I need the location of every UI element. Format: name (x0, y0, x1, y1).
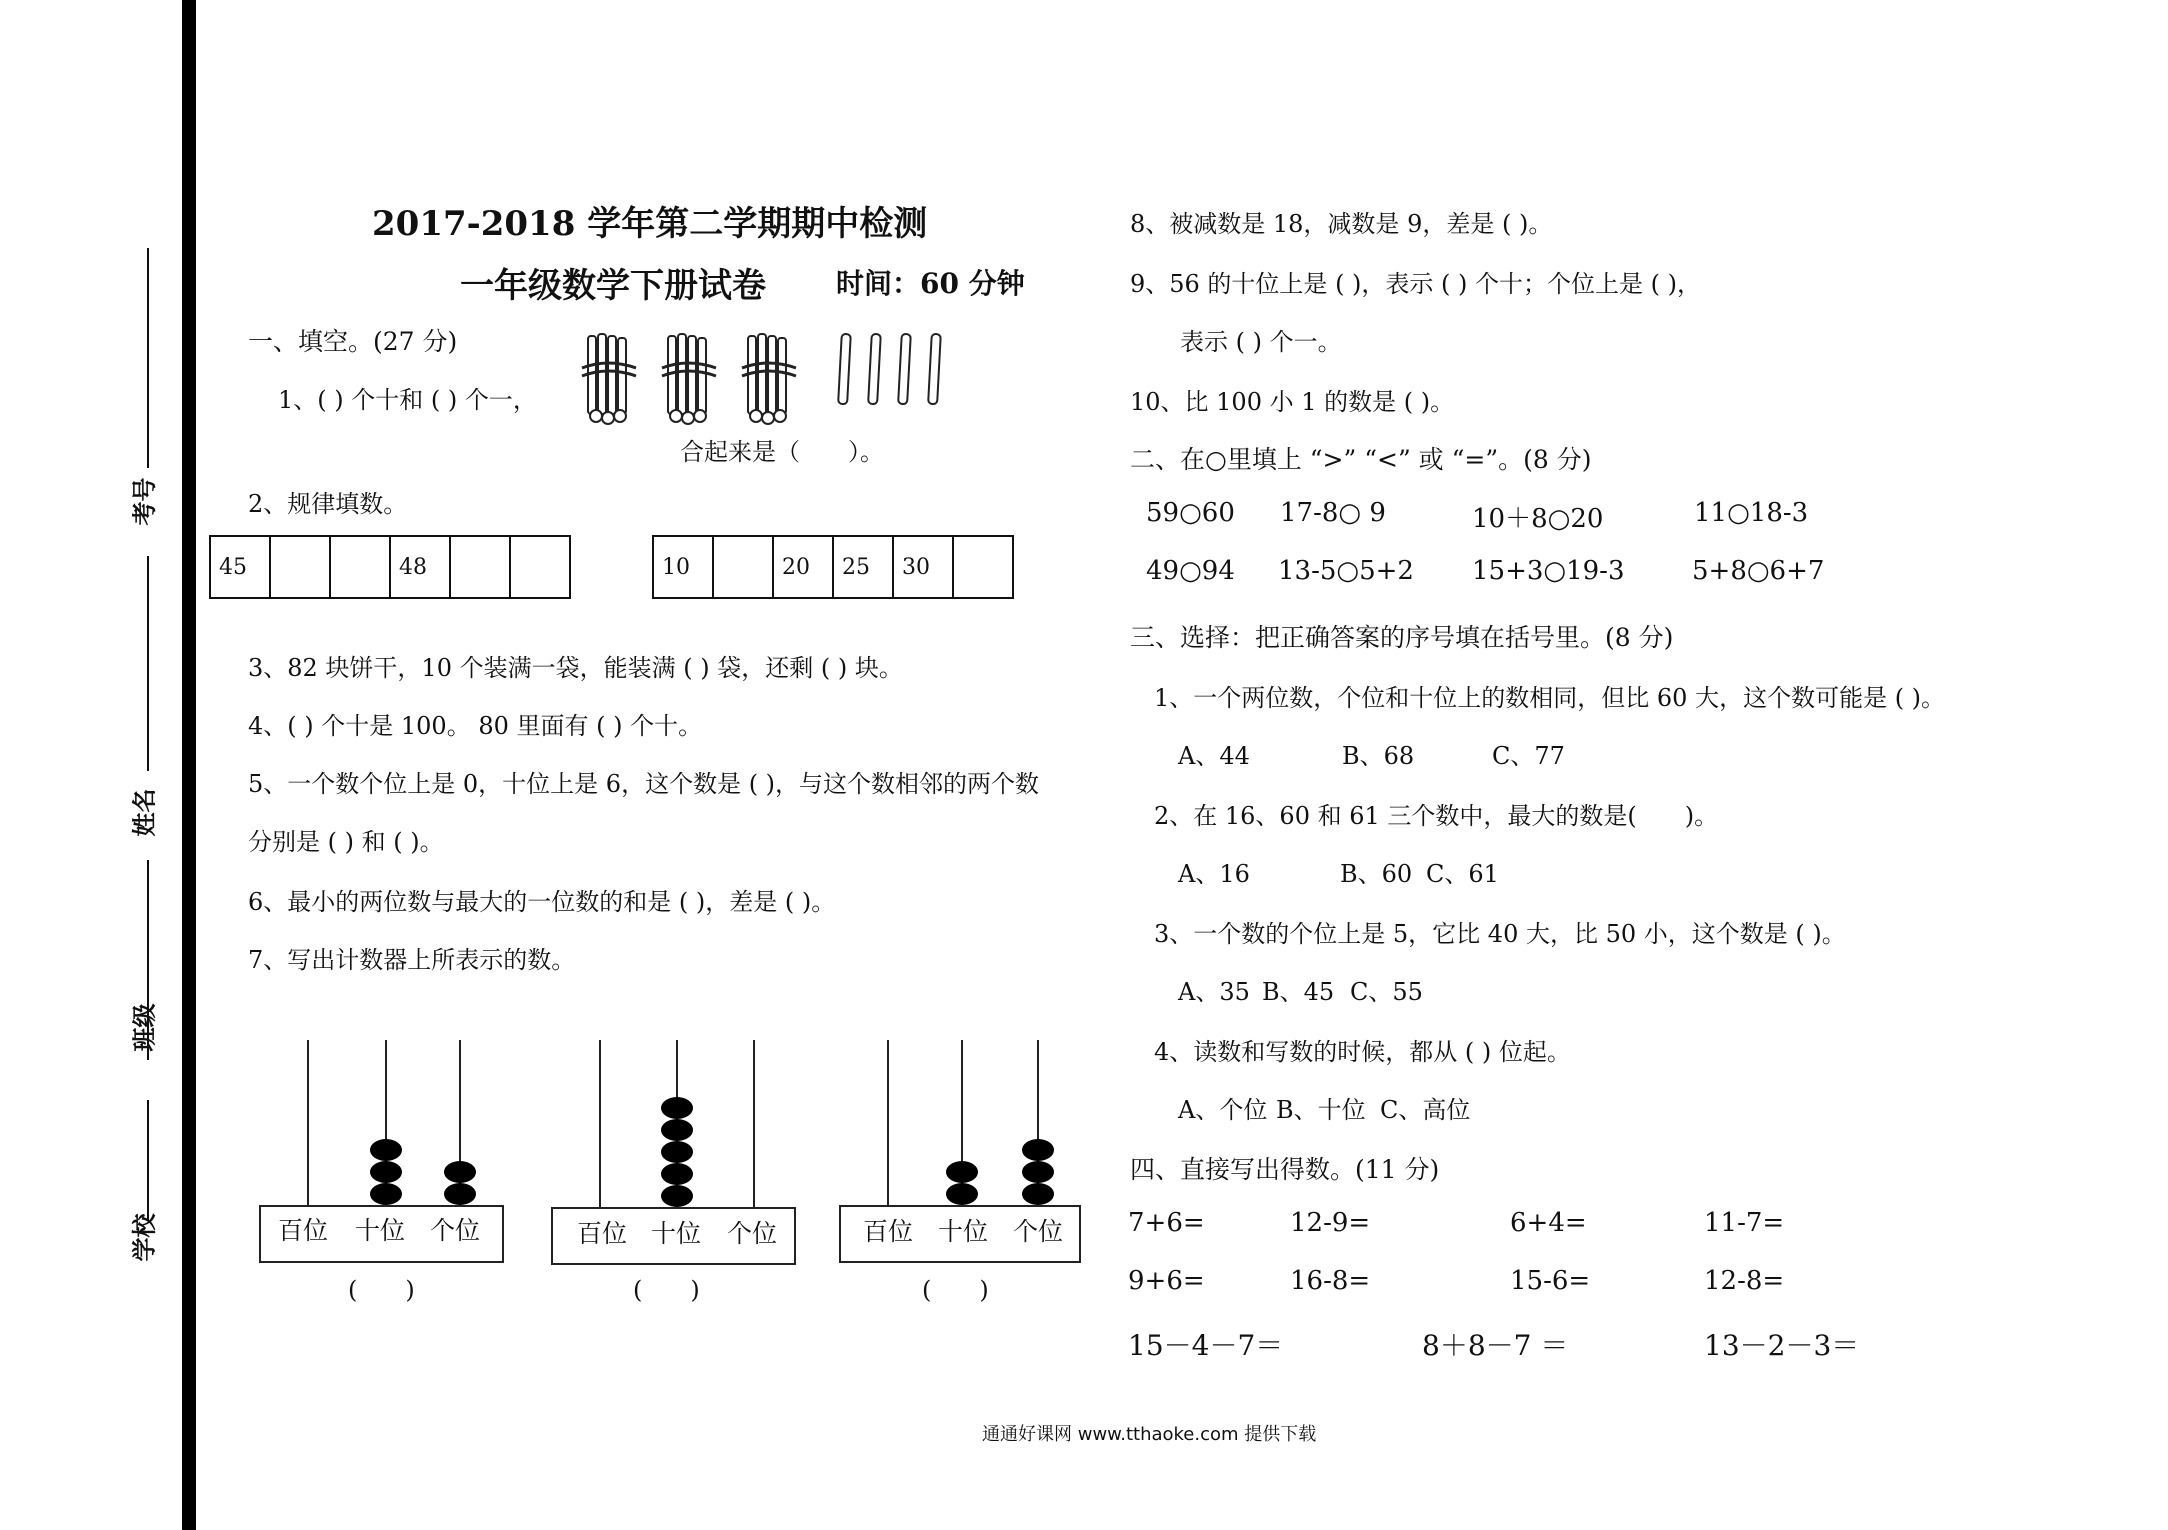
compare-item: 5+8○6+7 (1692, 556, 1825, 586)
q5-text-cont: 分别是 ( ) 和 ( )。 (248, 828, 444, 856)
abacus-bead (1022, 1183, 1054, 1205)
seq-b-cell[interactable] (953, 536, 1013, 598)
choice-q3-opt-b[interactable]: B、45 (1262, 978, 1335, 1006)
choice-q4: 4、读数和写数的时候，都从 ( ) 位起。 (1154, 1038, 1571, 1066)
abacus-bead (661, 1163, 693, 1185)
abacus-bead (661, 1119, 693, 1141)
abacus-bead (370, 1183, 402, 1205)
calc-item: 15－4－7＝ (1128, 1329, 1284, 1362)
margin-line-banji (147, 1100, 149, 1220)
calc-item: 9+6= (1128, 1266, 1205, 1296)
margin-label-banji: 班级 (129, 1003, 159, 1052)
calc-item: 15-6= (1510, 1266, 1591, 1296)
calc-item: 12-8= (1704, 1266, 1785, 1296)
calc-item: 7+6= (1128, 1208, 1205, 1238)
abacus-group (250, 1036, 1090, 1316)
abacus-1-label-ge: 个位 (430, 1216, 481, 1245)
seq-a-cell[interactable] (510, 536, 570, 598)
q1-result: 合起来是（ ）。 (680, 438, 884, 466)
compare-item: 59○60 (1146, 498, 1235, 528)
margin-line-xingming-top (147, 556, 149, 771)
abacus-3-answer: ( ) (922, 1276, 989, 1304)
choice-q3: 3、一个数的个位上是 5，它比 40 大，比 50 小，这个数是 ( )。 (1154, 920, 1846, 948)
margin-label-kaohao: 考号 (129, 477, 159, 526)
compare-item: 49○94 (1146, 556, 1235, 586)
abacus-2-label-shi: 十位 (651, 1219, 702, 1248)
q9-text: 9、56 的十位上是 ( )，表示 ( ) 个十；个位上是 ( )， (1130, 270, 1702, 298)
q4-text: 4、( ) 个十是 100。 80 里面有 ( ) 个十。 (248, 712, 703, 740)
choice-q2-opt-b[interactable]: B、60 (1340, 860, 1413, 888)
exam-time: 时间：60 分钟 (836, 267, 1025, 300)
abacus-bead (1022, 1139, 1054, 1161)
section1-heading: 一、填空。(27 分) (248, 327, 458, 356)
calc-item: 13－2－3＝ (1704, 1329, 1860, 1362)
abacus-bead (661, 1141, 693, 1163)
exam-subtitle: 一年级数学下册试卷 (460, 266, 766, 306)
abacus-3-label-bai: 百位 (863, 1217, 914, 1246)
q7-text: 7、写出计数器上所表示的数。 (248, 946, 576, 974)
choice-q3-opt-c[interactable]: C、55 (1350, 978, 1423, 1006)
seq-b-cell[interactable]: 10 (653, 536, 713, 598)
choice-q1-opt-b[interactable]: B、68 (1342, 742, 1415, 770)
sequence-table-b (652, 535, 1014, 599)
seq-b-cell[interactable]: 25 (833, 536, 893, 598)
section4-heading: 四、直接写出得数。(11 分) (1130, 1155, 1440, 1184)
compare-item: 10＋8○20 (1472, 504, 1604, 534)
sticks-bundles-icon (578, 328, 978, 430)
abacus-bead (444, 1183, 476, 1205)
choice-q2: 2、在 16、60 和 61 三个数中，最大的数是( )。 (1154, 802, 1719, 830)
abacus-2-answer: ( ) (633, 1276, 700, 1304)
choice-q4-opt-b[interactable]: B、十位 (1276, 1096, 1366, 1124)
seq-b-cell[interactable]: 30 (893, 536, 953, 598)
choice-q1: 1、一个两位数，个位和十位上的数相同，但比 60 大，这个数可能是 ( )。 (1154, 684, 1946, 712)
calc-item: 8＋8－7 ＝ (1422, 1329, 1569, 1362)
q6-text: 6、最小的两位数与最大的一位数的和是 ( )，差是 ( )。 (248, 888, 836, 916)
seq-b-cell[interactable]: 20 (773, 536, 833, 598)
margin-line-kaohao (147, 248, 149, 468)
q8-text: 8、被减数是 18，减数是 9，差是 ( )。 (1130, 210, 1553, 238)
calc-item: 11-7= (1704, 1208, 1785, 1238)
choice-q2-opt-a[interactable]: A、16 (1178, 860, 1250, 888)
compare-item: 17-8○ 9 (1280, 498, 1386, 528)
abacus-1-label-bai: 百位 (278, 1216, 329, 1245)
sequence-table-a (209, 535, 571, 599)
calc-item: 12-9= (1290, 1208, 1371, 1238)
compare-item: 15+3○19-3 (1472, 556, 1625, 586)
q2-text: 2、规律填数。 (248, 490, 408, 518)
choice-q4-opt-c[interactable]: C、高位 (1380, 1096, 1471, 1124)
exam-title: 2017-2018 学年第二学期期中检测 (372, 204, 928, 244)
q5-text: 5、一个数个位上是 0，十位上是 6，这个数是 ( )，与这个数相邻的两个数 (248, 770, 1040, 798)
margin-label-xingming: 姓名 (129, 788, 159, 837)
seq-b-cell[interactable] (713, 536, 773, 598)
page-footer: 通通好课网 www.tthaoke.com 提供下载 (982, 1424, 1317, 1445)
abacus-1-label-shi: 十位 (355, 1216, 406, 1245)
abacus-2-label-ge: 个位 (727, 1219, 778, 1248)
choice-q2-opt-c[interactable]: C、61 (1426, 860, 1499, 888)
choice-q1-opt-a[interactable]: A、44 (1178, 742, 1250, 770)
abacus-3-label-ge: 个位 (1013, 1217, 1064, 1246)
abacus-bead (370, 1139, 402, 1161)
calc-item: 16-8= (1290, 1266, 1371, 1296)
calc-item: 6+4= (1510, 1208, 1587, 1238)
compare-item: 11○18-3 (1694, 498, 1809, 528)
seq-a-cell[interactable] (450, 536, 510, 598)
abacus-bead (661, 1097, 693, 1119)
seq-a-cell[interactable] (270, 536, 330, 598)
seq-a-cell[interactable]: 48 (390, 536, 450, 598)
compare-item: 13-5○5+2 (1278, 556, 1414, 586)
abacus-bead (946, 1161, 978, 1183)
abacus-bead (370, 1161, 402, 1183)
section3-heading: 三、选择：把正确答案的序号填在括号里。(8 分) (1130, 623, 1674, 652)
choice-q3-opt-a[interactable]: A、35 (1178, 978, 1250, 1006)
choice-q4-opt-a[interactable]: A、个位 (1178, 1096, 1268, 1124)
q10-text: 10、比 100 小 1 的数是 ( )。 (1130, 388, 1455, 416)
abacus-1-answer: ( ) (348, 1276, 415, 1304)
seq-a-cell[interactable] (330, 536, 390, 598)
abacus-bead (444, 1161, 476, 1183)
abacus-bead (1022, 1161, 1054, 1183)
seq-a-cell[interactable]: 45 (210, 536, 270, 598)
abacus-2-label-bai: 百位 (577, 1219, 628, 1248)
abacus-3-label-shi: 十位 (938, 1217, 989, 1246)
section2-heading: 二、在○里填上 “>” “<” 或 “=”。(8 分) (1130, 445, 1592, 474)
q1-text: 1、( ) 个十和 ( ) 个一， (278, 386, 537, 414)
q3-text: 3、82 块饼干，10 个装满一袋，能装满 ( ) 袋，还剩 ( ) 块。 (248, 654, 903, 682)
abacus-bead (661, 1185, 693, 1207)
abacus-bead (946, 1183, 978, 1205)
choice-q1-opt-c[interactable]: C、77 (1492, 742, 1565, 770)
binding-bar (182, 0, 196, 1530)
q9-text-cont: 表示 ( ) 个一。 (1180, 328, 1342, 356)
margin-label-xuexiao: 学校 (129, 1213, 159, 1262)
